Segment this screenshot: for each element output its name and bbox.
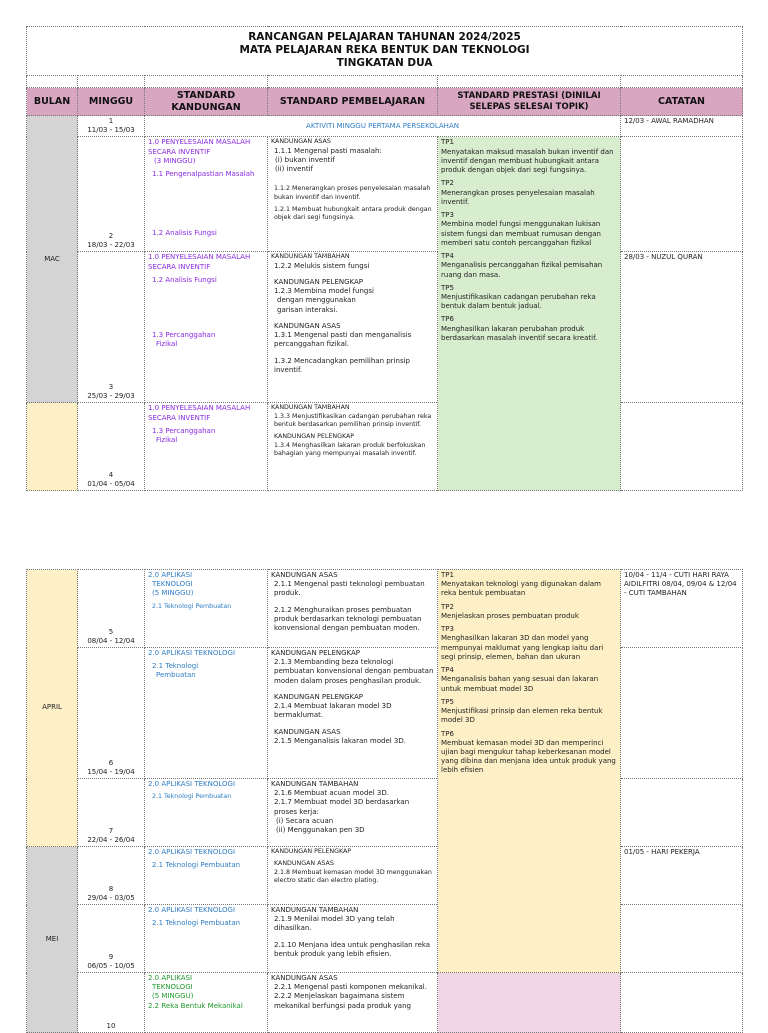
note-cell: 28/03 - NUZUL QURAN bbox=[621, 252, 743, 403]
tp-description: Menghasilkan lakaran perubahan produk berdasarkan masalah inventif secara kreatif. bbox=[441, 324, 598, 342]
sk-topic: 2.0 APLIKASI TEKNOLOGI bbox=[148, 848, 236, 856]
standard-kandungan-cell bbox=[145, 252, 268, 403]
tp-label: TP3 bbox=[441, 625, 454, 634]
table-row bbox=[27, 116, 743, 137]
week-cell bbox=[78, 847, 145, 905]
tp-description: Menjelaskan proses pembuatan produk bbox=[441, 611, 579, 620]
sk-subtopic: 1.2 Analisis Fungsi bbox=[152, 275, 217, 284]
tp-label: TP6 bbox=[441, 315, 454, 324]
tp-description: Menganalisis bahan yang sesuai dan lakaran untuk membuat model 3D bbox=[441, 675, 599, 693]
week-cell bbox=[78, 648, 145, 779]
week-cell bbox=[78, 973, 145, 1033]
sp-item: 2.1.6 Membuat acuan model 3D. bbox=[274, 789, 389, 798]
table-row bbox=[27, 973, 743, 1033]
week-number: 8 bbox=[108, 884, 114, 893]
title-line-3: TINGKATAN DUA bbox=[336, 57, 433, 70]
tp-description: Membuat kemasan model 3D dan memperinci ujian bagi mengukur tahap keberkesanan model yang dibina dan menjana idea untuk produk yang lebih efisien bbox=[441, 738, 616, 775]
sp-item: 2.1.8 Membuat kemasan model 3D menggunakan electro static dan electro plating. bbox=[274, 868, 432, 884]
sk-duration: (5 MINGGU) bbox=[152, 589, 194, 598]
standard-pembelajaran-cell bbox=[268, 403, 438, 491]
standard-kandungan-cell bbox=[145, 403, 268, 491]
sp-item: 2.2.1 Mengenal pasti komponen mekanikal. bbox=[274, 983, 427, 992]
week-cell bbox=[78, 116, 145, 137]
sk-subtopic-cont: Fizikal bbox=[156, 436, 178, 445]
tp-description: Menjustifikasikan cadangan perubahan reka bentuk dalam bentuk jadual. bbox=[441, 292, 596, 311]
sp-heading: KANDUNGAN ASAS bbox=[271, 138, 331, 146]
sk-subtopic: 1.1 Pengenalpastian Masalah bbox=[152, 170, 255, 179]
sp-item: 2.1.10 Menjana idea untuk penghasilan reka bentuk produk yang lebih efisien. bbox=[274, 940, 431, 958]
sk-topic: 2.0 APLIKASI TEKNOLOGI bbox=[148, 780, 236, 788]
sp-item: 2.1.2 Menghuraikan proses pembuatan produk berdasarkan teknologi pembuatan konvensional dengan pembuatan moden. bbox=[274, 605, 422, 633]
table-row bbox=[27, 648, 743, 779]
week-number: 3 bbox=[108, 383, 114, 391]
sp-item: 2.1.4 Membuat lakaran model 3D bermaklumat. bbox=[274, 702, 392, 720]
sp-heading: KANDUNGAN PELENGKAP bbox=[271, 848, 352, 855]
week-date: 25/03 - 29/03 bbox=[87, 392, 135, 401]
standard-pembelajaran-cell bbox=[268, 252, 438, 403]
title-line-1: RANCANGAN PELAJARAN TAHUNAN 2024/2025 bbox=[248, 31, 521, 43]
note-cell bbox=[621, 648, 743, 779]
table-row bbox=[27, 403, 743, 491]
sk-topic: 1.0 PENYELESAIAN MASALAH SECARA INVENTIF bbox=[148, 253, 251, 271]
sp-item: 1.2.2 Melukis sistem fungsi bbox=[274, 261, 370, 270]
sp-item: 1.1.2 Menerangkan proses penyelesaian masalah bukan inventif dan inventif. bbox=[274, 185, 431, 201]
standard-pembelajaran-cell bbox=[268, 847, 438, 905]
sk-topic: 2.0 APLIKASI TEKNOLOGI bbox=[148, 649, 236, 657]
sk-duration: (3 MINGGU) bbox=[154, 156, 196, 165]
sk-topic: 2.0 APLIKASI bbox=[148, 974, 193, 982]
standard-kandungan-cell bbox=[145, 847, 268, 905]
sk-topic-cont: TEKNOLOGI bbox=[152, 580, 193, 589]
standard-pembelajaran-cell bbox=[268, 137, 438, 252]
tp-label: TP5 bbox=[441, 697, 454, 706]
sp-item: 1.3.1 Mengenal pasti dan menganalisis percanggahan fizikal. bbox=[274, 331, 412, 349]
week-number: 1 bbox=[108, 117, 114, 125]
month-mei: MEI bbox=[27, 847, 78, 1033]
week-date: 22/04 - 26/04 bbox=[87, 835, 135, 844]
header-row bbox=[27, 88, 743, 116]
sk-topic: 1.0 PENYELESAIAN MASALAH SECARA INVENTIF bbox=[148, 138, 251, 156]
sp-item: (ii) inventif bbox=[275, 165, 313, 174]
sp-item: dengan menggunakan bbox=[277, 296, 356, 305]
week-date: 29/04 - 03/05 bbox=[87, 893, 135, 902]
sp-item: (ii) Menggunakan pen 3D bbox=[276, 826, 365, 835]
sk-topic-cont: TEKNOLOGI bbox=[152, 983, 193, 992]
sp-heading: KANDUNGAN TAMBAHAN bbox=[271, 780, 359, 788]
tp-description: Menganalisis percanggahan fizikal pemisahan ruang dan masa. bbox=[441, 261, 603, 279]
header-standard-kandungan: STANDARD KANDUNGAN bbox=[145, 88, 268, 116]
sk-subtopic: 1.2 Analisis Fungsi bbox=[152, 229, 217, 238]
tp-description: Membina model fungsi menggunakan lukisan sistem fungsi dan membuat rumusan dengan memberi satu contoh percanggahan fizikal bbox=[441, 220, 601, 247]
week-cell bbox=[78, 905, 145, 973]
lesson-plan-table-page-1 bbox=[26, 26, 743, 491]
sk-subtopic: 2.2 Reka Bentuk Mekanikal bbox=[148, 1001, 243, 1010]
week-number: 4 bbox=[108, 471, 114, 479]
standard-pembelajaran-cell bbox=[268, 779, 438, 847]
sp-heading: KANDUNGAN TAMBAHAN bbox=[271, 253, 350, 261]
note-cell bbox=[621, 973, 743, 1033]
sp-item: (i) Secara acuan bbox=[276, 816, 334, 825]
sk-subtopic: 2.1 Teknologi bbox=[152, 662, 199, 671]
week-number: 2 bbox=[108, 232, 114, 240]
tp-description: Menyatakan teknologi yang digunakan dalam reka bentuk pembuatan bbox=[441, 580, 601, 598]
sp-item: 1.1.1 Mengenal pasti masalah: bbox=[274, 146, 382, 155]
sk-topic: 2.0 APLIKASI bbox=[148, 571, 193, 579]
standard-pembelajaran-cell bbox=[268, 648, 438, 779]
week-cell bbox=[78, 403, 145, 491]
note-cell bbox=[621, 403, 743, 491]
week-number: 10 bbox=[106, 1021, 116, 1030]
note-cell: 12/03 - AWAL RAMADHAN bbox=[621, 116, 743, 137]
title-line-2: MATA PELAJARAN REKA BENTUK DAN TEKNOLOGI bbox=[239, 44, 530, 57]
sk-subtopic: 2.1 Teknologi Pembuatan bbox=[152, 793, 232, 801]
tp-label: TP3 bbox=[441, 211, 454, 220]
tp-description: Menyatakan maksud masalah bukan inventif dan inventif dengan membuat hubungkait antara produk dengan objek dari segi fungsinya. bbox=[441, 147, 614, 175]
sp-heading: KANDUNGAN ASAS bbox=[271, 571, 338, 579]
sp-heading: KANDUNGAN ASAS bbox=[274, 321, 341, 330]
sk-subtopic: 2.1 Teknologi Pembuatan bbox=[152, 919, 241, 928]
month-april-cont bbox=[27, 403, 78, 491]
tp-label: TP1 bbox=[441, 138, 454, 147]
sp-heading: KANDUNGAN PELENGKAP bbox=[271, 649, 361, 657]
table-row bbox=[27, 847, 743, 905]
standard-kandungan-cell bbox=[145, 973, 268, 1033]
header-standard-prestasi: STANDARD PRESTASI (DINILAI SELEPAS SELESAI TOPIK) bbox=[438, 88, 621, 116]
note-cell: 01/05 - HARI PEKERJA bbox=[621, 847, 743, 905]
week-date: 06/05 - 10/05 bbox=[87, 961, 135, 970]
tp-label: TP2 bbox=[441, 602, 454, 611]
sp-item: 1.3.4 Menghasilkan lakaran produk berfokuskan bahagian yang mempunyai masalah inventif. bbox=[274, 441, 426, 457]
header-bulan: BULAN bbox=[27, 88, 78, 116]
tp-description: Menerangkan proses penyelesaian masalah inventif. bbox=[441, 188, 595, 206]
table-row bbox=[27, 570, 743, 648]
tp-label: TP2 bbox=[441, 179, 454, 188]
week-number: 9 bbox=[108, 952, 114, 961]
month-mac: MAC bbox=[27, 116, 78, 403]
sp-heading: KANDUNGAN PELENGKAP bbox=[274, 278, 364, 286]
header-standard-pembelajaran: STANDARD PEMBELAJARAN bbox=[268, 88, 438, 116]
note-cell bbox=[621, 137, 743, 252]
week-number: 7 bbox=[108, 826, 114, 835]
sk-subtopic: 1.3 Percanggahan bbox=[152, 331, 216, 340]
sp-heading: KANDUNGAN PELENGKAP bbox=[274, 692, 364, 701]
sp-item: garisan interaksi. bbox=[277, 305, 338, 314]
standard-prestasi-cell bbox=[438, 973, 621, 1033]
sk-subtopic: 2.1 Teknologi Pembuatan bbox=[152, 861, 241, 870]
spacer-row bbox=[27, 76, 743, 88]
sp-item: 2.1.7 Membuat model 3D berdasarkan proses kerja: bbox=[274, 798, 410, 816]
sp-heading: KANDUNGAN PELENGKAP bbox=[274, 433, 355, 441]
week-cell bbox=[78, 252, 145, 403]
sp-heading: KANDUNGAN TAMBAHAN bbox=[271, 906, 359, 914]
header-catatan: CATATAN bbox=[621, 88, 743, 116]
sk-subtopic-cont: Pembuatan bbox=[156, 671, 196, 680]
week-number: 5 bbox=[108, 627, 114, 636]
standard-prestasi-cell bbox=[438, 570, 621, 973]
sp-item: (i) bukan inventif bbox=[275, 156, 335, 164]
standard-pembelajaran-cell bbox=[268, 973, 438, 1033]
sp-heading: KANDUNGAN ASAS bbox=[271, 974, 338, 982]
sp-item: 2.1.3 Membanding beza teknologi pembuatan konvensional dengan pembuatan moden dalam proses penghasilan produk. bbox=[274, 658, 434, 685]
sk-topic: 2.0 APLIKASI TEKNOLOGI bbox=[148, 906, 236, 914]
tp-label: TP1 bbox=[441, 571, 454, 579]
sp-heading: KANDUNGAN ASAS bbox=[274, 727, 341, 736]
month-april: APRIL bbox=[27, 570, 78, 847]
sp-item: 2.1.9 Menilai model 3D yang telah dihasilkan. bbox=[274, 915, 395, 933]
standard-kandungan-cell bbox=[145, 905, 268, 973]
sk-topic: 1.0 PENYELESAIAN MASALAH SECARA INVENTIF bbox=[148, 404, 251, 422]
header-minggu: MINGGU bbox=[78, 88, 145, 116]
sp-heading: KANDUNGAN ASAS bbox=[274, 860, 334, 868]
sp-item: 2.1.5 Menganalisis lakaran model 3D. bbox=[274, 736, 407, 745]
tp-description: Menjustifikasi prinsip dan elemen reka bentuk model 3D bbox=[441, 707, 603, 725]
tp-label: TP5 bbox=[441, 283, 454, 292]
title-row bbox=[27, 27, 743, 76]
note-cell bbox=[621, 905, 743, 973]
standard-kandungan-cell bbox=[145, 779, 268, 847]
sp-item: 1.3.2 Mencadangkan pemilihan prinsip inventif. bbox=[274, 356, 410, 374]
sp-item: 1.2.3 Membina model fungsi bbox=[274, 287, 374, 296]
sp-item: 1.2.1 Membuat hubungkait antara produk dengan objek dari segi fungsinya. bbox=[274, 206, 432, 222]
week-cell bbox=[78, 570, 145, 648]
document-title bbox=[27, 27, 743, 76]
week-date: 08/04 - 12/04 bbox=[87, 636, 135, 645]
table-row bbox=[27, 905, 743, 973]
sk-duration: (5 MINGGU) bbox=[152, 992, 194, 1001]
week-cell bbox=[78, 137, 145, 252]
sp-item: 2.1.1 Mengenal pasti teknologi pembuatan produk. bbox=[274, 580, 425, 598]
week-number: 6 bbox=[108, 758, 114, 767]
standard-prestasi-cell bbox=[438, 137, 621, 491]
sk-subtopic-cont: Fizikal bbox=[156, 340, 178, 349]
tp-label: TP4 bbox=[441, 252, 454, 261]
note-cell: 10/04 - 11/4 - CUTI HARI RAYA AIDILFITRI 08/04, 09/04 & 12/04 - CUTI TAMBAHAN bbox=[621, 570, 743, 648]
table-row bbox=[27, 137, 743, 252]
table-row bbox=[27, 252, 743, 403]
sp-heading: KANDUNGAN TAMBAHAN bbox=[271, 404, 350, 412]
tp-label: TP4 bbox=[441, 666, 454, 675]
tp-description: Menghasilkan lakaran 3D dan model yang mempunyai maklumat yang lengkap iaitu dari segi prinsip, elemen, bahan dan ukuran bbox=[441, 634, 604, 661]
standard-kandungan-cell bbox=[145, 648, 268, 779]
sk-subtopic: 2.1 Teknologi Pembuatan bbox=[152, 602, 232, 610]
sp-item: 1.3.3 Menjustifikasikan cadangan perubahan reka bentuk berdasarkan pemilihan prinsip inventif. bbox=[274, 412, 432, 429]
week-date: 18/03 - 22/03 bbox=[87, 241, 135, 250]
standard-pembelajaran-cell bbox=[268, 570, 438, 648]
week-date: 01/04 - 05/04 bbox=[87, 480, 135, 489]
first-week-activity: AKTIVITI MINGGU PERTAMA PERSEKOLAHAN bbox=[145, 116, 621, 137]
standard-pembelajaran-cell bbox=[268, 905, 438, 973]
sk-subtopic: 1.3 Percanggahan bbox=[152, 426, 216, 435]
table-row bbox=[27, 779, 743, 847]
sp-item: 2.2.2 Menjelaskan bagaimana sistem mekanikal berfungsi pada produk yang bbox=[274, 992, 411, 1010]
standard-kandungan-cell bbox=[145, 570, 268, 648]
week-date: 15/04 - 19/04 bbox=[87, 767, 135, 776]
note-cell bbox=[621, 779, 743, 847]
standard-kandungan-cell bbox=[145, 137, 268, 252]
week-cell bbox=[78, 779, 145, 847]
week-date: 11/03 - 15/03 bbox=[87, 126, 135, 135]
lesson-plan-table-page-2 bbox=[26, 569, 743, 1033]
tp-label: TP6 bbox=[441, 729, 454, 738]
